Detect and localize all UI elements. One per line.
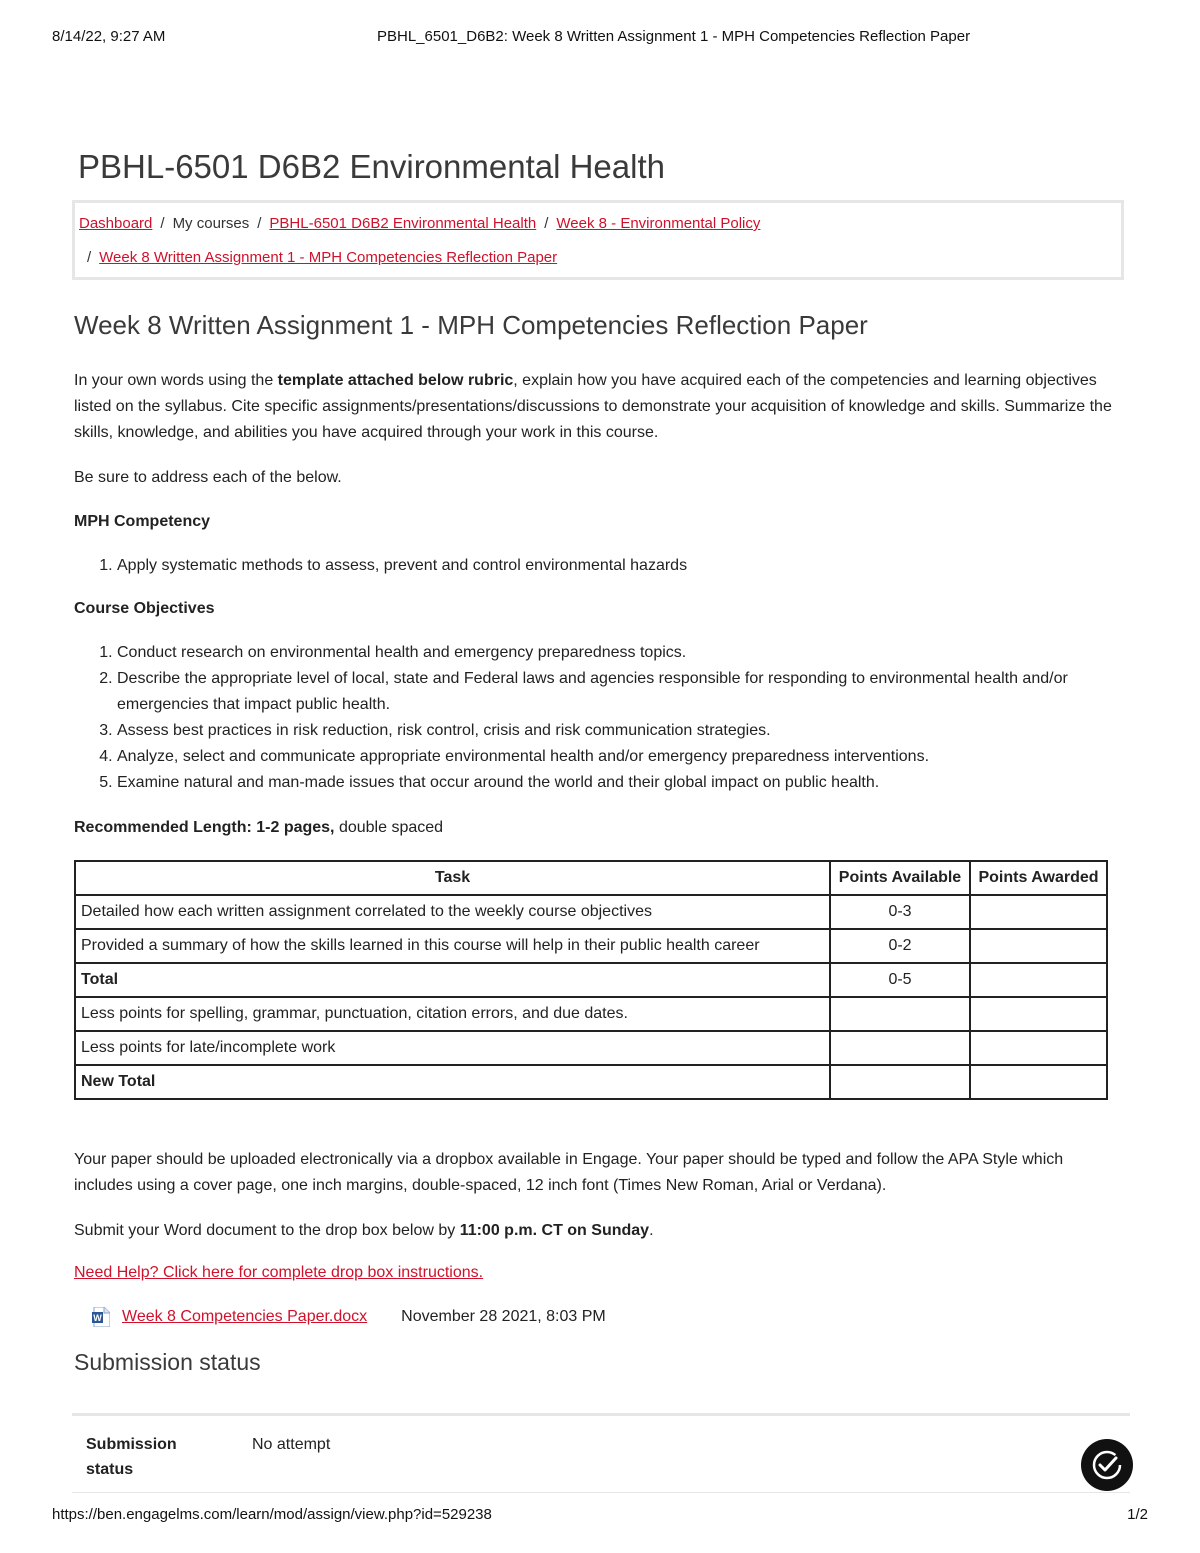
list-item: 1. Apply systematic methods to assess, prevent and control environmental hazards <box>117 553 1157 579</box>
table-row <box>75 929 1107 963</box>
print-url: https://ben.engagelms.com/learn/mod/assign/view.php?id=529238 <box>52 1506 492 1523</box>
breadcrumb <box>72 200 1124 280</box>
assignment-intro <box>74 368 1119 446</box>
breadcrumb-separator: / <box>257 215 262 232</box>
print-footer <box>52 1506 1148 1528</box>
rubric-table <box>74 860 1108 1100</box>
competency-heading: MPH Competency <box>74 513 211 530</box>
assistant-button[interactable] <box>1081 1439 1133 1491</box>
submit-text-start: Submit your Word document to the drop box below by <box>74 1222 460 1239</box>
address-note: Be sure to address each of the below. <box>74 469 342 486</box>
points-cell <box>830 1065 970 1099</box>
breadcrumb-separator: / <box>87 249 92 266</box>
submission-status-title: Submission status <box>74 1349 261 1375</box>
check-badge-icon <box>1090 1448 1124 1482</box>
svg-text:W: W <box>93 1313 102 1323</box>
attachment-timestamp: November 28 2021, 8:03 PM <box>401 1308 606 1325</box>
table-header-row <box>75 861 1107 895</box>
dropbox-help-link[interactable]: Need Help? Click here for complete drop box instructions. <box>74 1264 484 1281</box>
awarded-cell <box>970 963 1107 997</box>
points-cell: 0-2 <box>830 929 970 963</box>
submission-status-label: Submission status <box>86 1436 177 1478</box>
upload-note: Your paper should be uploaded electronically via a dropbox available in Engage. Your paper should be typed and follow the APA Style which includes using a cover page, one inch margins, double-spaced, 12 inch font (Times New Roman, Arial or Verdana). <box>74 1151 1064 1194</box>
col-header-points-awarded: Points Awarded <box>970 861 1107 895</box>
awarded-cell <box>970 895 1107 929</box>
list-item: 5. Examine natural and man-made issues that occur around the world and their global impact on public health. <box>117 770 1157 796</box>
breadcrumb-separator: / <box>544 215 549 232</box>
submission-status-table <box>72 1413 1130 1478</box>
col-header-task: Task <box>75 861 830 895</box>
breadcrumb-week[interactable]: Week 8 - Environmental Policy <box>556 215 761 232</box>
breadcrumb-line-2 <box>87 249 557 266</box>
task-cell: New Total <box>75 1065 830 1099</box>
submit-text-end: . <box>649 1222 654 1239</box>
breadcrumb-assignment[interactable]: Week 8 Written Assignment 1 - MPH Competencies Reflection Paper <box>99 249 558 266</box>
intro-bold: template attached below rubric <box>277 372 514 389</box>
length-label: Recommended Length: <box>74 819 252 836</box>
table-row <box>75 1031 1107 1065</box>
length-value: 1-2 pages, <box>251 819 335 836</box>
awarded-cell <box>970 929 1107 963</box>
assignment-title: Week 8 Written Assignment 1 - MPH Competencies Reflection Paper <box>74 310 868 340</box>
breadcrumb-dashboard[interactable]: Dashboard <box>79 215 153 232</box>
attachment-file-link[interactable]: Week 8 Competencies Paper.docx <box>122 1308 368 1325</box>
course-title: PBHL-6501 D6B2 Environmental Health <box>78 148 665 185</box>
task-cell: Less points for spelling, grammar, punctuation, citation errors, and due dates. <box>75 997 830 1031</box>
breadcrumb-line-1 <box>79 215 760 232</box>
length-rest: double spaced <box>334 819 444 836</box>
points-cell: 0-3 <box>830 895 970 929</box>
print-header <box>52 28 1148 50</box>
submit-deadline: 11:00 p.m. CT on Sunday <box>459 1222 650 1239</box>
objectives-heading: Course Objectives <box>74 600 215 617</box>
submit-note <box>74 1218 1119 1244</box>
awarded-cell <box>970 997 1107 1031</box>
list-item: 4. Analyze, select and communicate appropriate environmental health and/or emergency preparedness interventions. <box>117 744 1157 770</box>
breadcrumb-separator: / <box>160 215 165 232</box>
list-item: 3. Assess best practices in risk reduction, risk control, crisis and risk communication strategies. <box>117 718 1157 744</box>
table-row <box>75 895 1107 929</box>
breadcrumb-my-courses: My courses <box>172 215 250 232</box>
task-cell: Less points for late/incomplete work <box>75 1031 830 1065</box>
task-cell: Total <box>75 963 830 997</box>
task-cell: Detailed how each written assignment correlated to the weekly course objectives <box>75 895 830 929</box>
table-row <box>75 997 1107 1031</box>
print-date: 8/14/22, 9:27 AM <box>52 28 166 45</box>
word-doc-icon <box>92 1307 110 1327</box>
list-item: 2. Describe the appropriate level of local, state and Federal laws and agencies responsible for responding to environmental health and/or emergencies that impact public health. <box>117 666 1157 718</box>
points-cell <box>830 997 970 1031</box>
awarded-cell <box>970 1031 1107 1065</box>
recommended-length <box>74 815 1119 841</box>
points-cell <box>830 1031 970 1065</box>
page-number: 1/2 <box>1127 1506 1148 1523</box>
intro-text-start: In your own words using the <box>74 372 278 389</box>
submission-status-value: No attempt <box>252 1436 331 1453</box>
points-cell: 0-5 <box>830 963 970 997</box>
list-item: 1. Conduct research on environmental health and emergency preparedness topics. <box>117 640 1157 666</box>
awarded-cell <box>970 1065 1107 1099</box>
print-doc-title: PBHL_6501_D6B2: Week 8 Written Assignment 1 - MPH Competencies Reflection Paper <box>377 28 971 45</box>
divider <box>72 1492 1130 1493</box>
table-row <box>75 963 1107 997</box>
table-row <box>75 1065 1107 1099</box>
objectives-list <box>74 640 1157 796</box>
attachment-row <box>92 1307 606 1331</box>
task-cell: Provided a summary of how the skills learned in this course will help in their public health career <box>75 929 830 963</box>
col-header-points-available: Points Available <box>830 861 970 895</box>
breadcrumb-course[interactable]: PBHL-6501 D6B2 Environmental Health <box>269 215 537 232</box>
intro-text-end: , explain how you have acquired each of the competencies and learning objectives listed on the syllabus. Cite specific assignments/presentations/discussions to demonstrate your acquisition of knowledge and skills. Summarize the skills, knowledge, and abilities you have acquired through your work in this course. <box>74 372 1112 441</box>
competency-list <box>74 553 1157 579</box>
